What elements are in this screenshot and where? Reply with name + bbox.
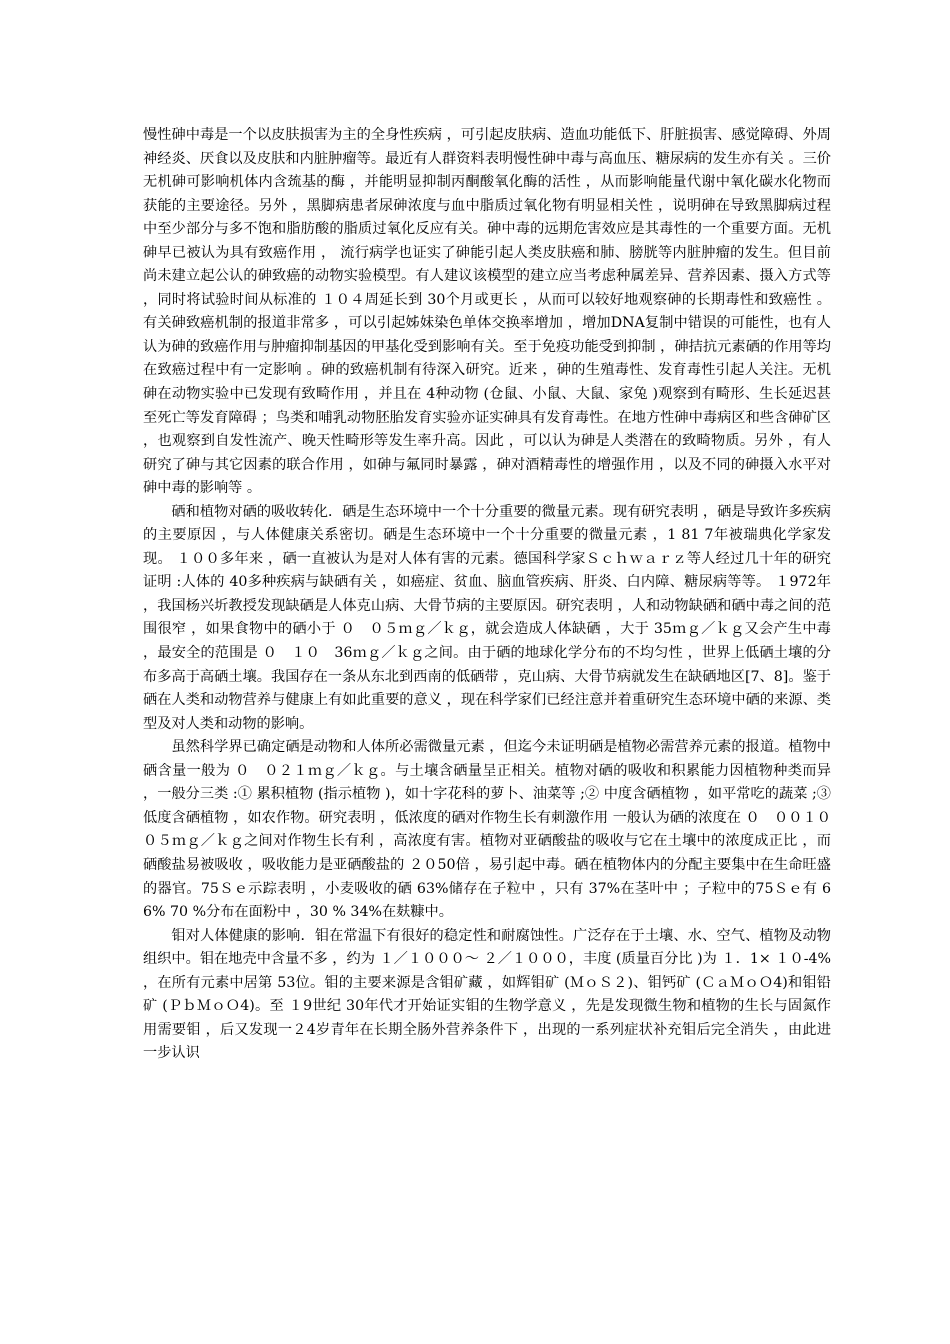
paragraph-arsenic-toxicity: 慢性砷中毒是一个以皮肤损害为主的全身性疾病 ，可引起皮肤病、造血功能低下、肝脏损害、感觉障碍、外周神经炎、厌食以及皮肤和内脏肿瘤等。最近有人群资料表明慢性砷中毒与高血压、糖尿病的发生亦有关 。三价无机砷可影响机体内含巯基的酶 ，并能明显抑制丙酮酸氧化酶的活性 ，从而影响能量代谢中氧化碳水化物而获能的主要途径。另外 ，黑脚病患者尿砷浓度与血中脂质过氧化物有明显相关性 ，说明砷在导致黑脚病过程中至少部分与多不饱和脂肪酸的脂质过氧化反应有关。砷中毒的远期危害效应是其毒性的一个重要方面。无机砷早已被认为具有致癌作用 ， 流行病学也证实了砷能引起人类皮肤癌和肺、膀胱等内脏肿瘤的发生。但目前尚未建立起公认的砷致癌的动物实验模型。有人建议该模型的建立应当考虑种属差异、营养因素、摄入方式等 ，同时将试验时间从标准的 １０４周延长到 30个月或更长 ，从而可以较好地观察砷的长期毒性和致癌性 。有关砷致癌机制的报道非常多 ，可以引起姊妹染色单体交换率增加 ，增加DNA复制中错误的可能性，也有人认为砷的致癌作用与肿瘤抑制基因的甲基化受到影响有关。至于免疫功能受到抑制 ，砷拮抗元素硒的作用等均在致癌过程中有一定影响 。砷的致癌机制有待深入研究。近来 ，砷的生殖毒性、发育毒性引起人关注。无机砷在动物实验中已发现有致畸作用 ，并且在 4种动物 (仓鼠、小鼠、大鼠、家兔 )观察到有畸形、生长延迟甚至死亡等发育障碍 ；鸟类和哺乳动物胚胎发育实验亦证实砷具有发育毒性。在地方性砷中毒病区和些含砷矿区 ，也观察到自发性流产、晚天性畸形等发生率升高。因此 ，可以认为砷是人类潜在的致畸物质。另外 ，有人研究了砷与其它因素的联合作用 ，如砷与氟同时暴露 ，砷对酒精毒性的增强作用 ，以及不同的砷摄入水平对砷中毒的影响等 。 [143,127,831,497]
document-page [143,124,846,1066]
paragraph-molybdenum-health: 钼对人体健康的影响．钼在常温下有很好的稳定性和耐腐蚀性。广泛存在于土壤、水、空气、植物及动物组织中。钼在地壳中含量不多 ，约为 １／１０００～ ２／１０００，丰度 (质量百分比 )为 １．1× １０-4% ，在所有元素中居第 53位。钼的主要来源是含钼矿藏 ，如辉钼矿 (ＭｏＳ２)、钼钙矿 (ＣａＭｏＯ4)和钼铅矿 (ＰｂＭｏＯ4)。至 １9世纪 30年代才开始证实钼的生物学意义 ，先是发现微生物和植物的生长与固氮作用需要钼 ，后又发现一２4岁青年在长期全肠外营养条件下 ，出现的一系列症状补充钼后完全消失 ，由此进一步认识 [143,927,831,1062]
paragraph-selenium-plants: 虽然科学界已确定硒是动物和人体所必需微量元素 ，但迄今未证明硒是植物必需营养元素的报道。植物中硒含量一般为 ０ ０２１ｍｇ／ｋｇ。与土壤含硒量呈正相关。植物对硒的吸收和积累能力因植物种类而异 ，一般分三类 :① 累积植物 (指示植物 )，如十字花科的萝卜、油菜等 ;② 中度含硒植物 ，如平常吃的蔬菜 ;③ 低度含硒植物 ，如农作物。研究表明 ，低浓度的硒对作物生长有刺激作用 一般认为硒的浓度在 ０ ００１０ ０５ｍｇ／ｋｇ之间对作物生长有利 ，高浓度有害。植物对亚硒酸盐的吸收与它在土壤中的浓度成正比 ，而硒酸盐易被吸收 ，吸收能力是亚硒酸盐的 ２０50倍 ，易引起中毒。硒在植物体内的分配主要集中在生命旺盛的器官。75Ｓｅ示踪表明 ，小麦吸收的硒 63%储存在子粒中 ，只有 37%在茎叶中 ；子粒中的75Ｓｅ有 66% 70 %分布在面粉中 ，30 % 34%在麸糠中。 [143,739,846,921]
paragraph-selenium-intro: 硒和植物对硒的吸收转化．硒是生态环境中一个十分重要的微量元素。现有研究表明 ，硒是导致许多疾病的主要原因 ，与人体健康关系密切。硒是生态环境中一个十分重要的微量元素 ，1 81 7年被瑞典化学家发现。 １００多年来 ，硒一直被认为是对人体有害的元素。德国科学家Ｓｃｈｗａｒｚ等人经过几十年的研究证明 :人体的 40多种疾病与缺硒有关 ，如癌症、贫血、脑血管疾病、肝炎、白内障、糖尿病等等。 １972年 ，我国杨兴圻教授发现缺硒是人体克山病、大骨节病的主要原因。研究表明 ，人和动物缺硒和硒中毒之间的范围很窄 ，如果食物中的硒小于 ０ ０５ｍｇ／ｋｇ，就会造成人体缺硒 ，大于 35ｍｇ／ｋｇ又会产生中毒 ，最安全的范围是 ０ １０ 36ｍｇ／ｋｇ之间。由于硒的地球化学分布的不均匀性 ，世界上低硒土壤的分布多高于高硒土壤。我国存在一条从东北到西南的低硒带 ，克山病、大骨节病就发生在缺硒地区[7、8]。鉴于硒在人类和动物营养与健康上有如此重要的意义 ，现在科学家们已经注意并着重研究生态环境中硒的来源、类型及对人类和动物的影响。 [143,503,831,732]
